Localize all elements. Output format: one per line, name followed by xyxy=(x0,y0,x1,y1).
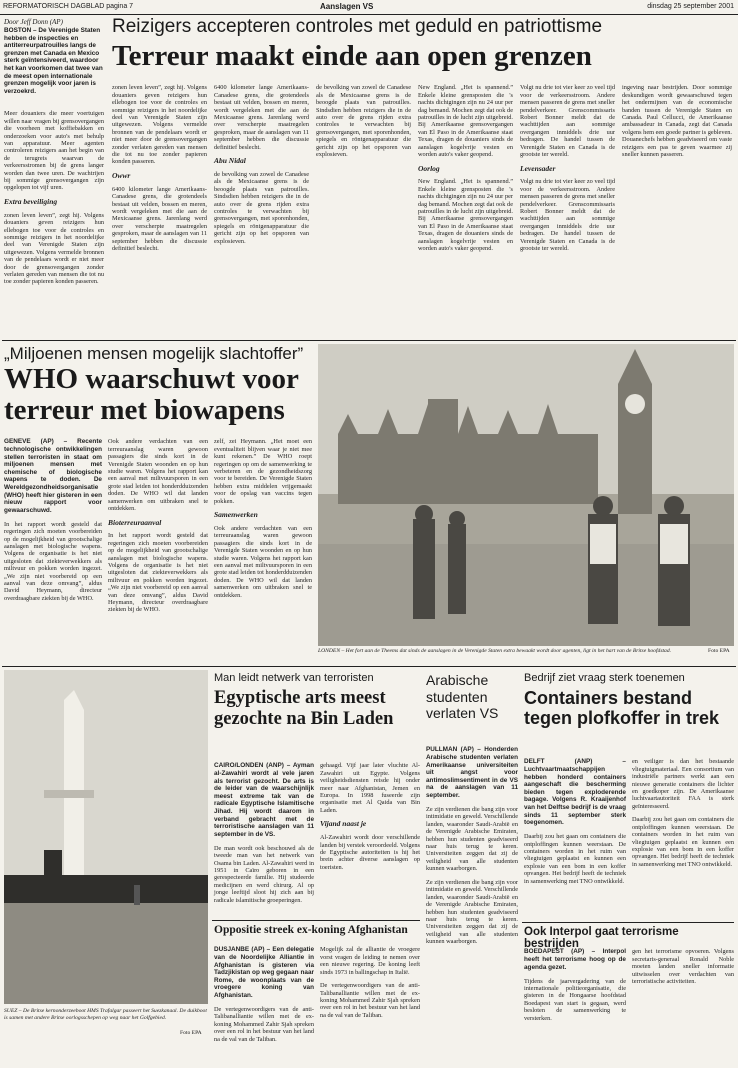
column-text: 6400 kilometer lange Amerikaans-Canadese grens, die grotendeels bestaat uit velden, bossen en meren, wordt vergeleken met die aan de Mexicaanse grens. Jarenlang werd over verscherpte maatregelen gesproken, maar de aanslagen van 11 september hebben die discussie definitief beslecht. xyxy=(214,84,309,151)
headline: Egyptische arts meest gezochte na Bin Laden xyxy=(214,688,394,729)
article-column xyxy=(316,78,411,334)
headline: WHO waarschuwt voor terreur met biowapens xyxy=(4,363,299,426)
lead-paragraph: GENEVE (AP) – Recente technologische ontwikkelingen stellen terroristen in staat om miljoenen mensen met chemische of biologische wapens te doden. De Wereldgezondheidsorganisatie (WHO) heeft hier gisteren in een nieuw rapport voor gewaarschuwd. xyxy=(4,438,102,514)
lead-paragraph: DELFT (ANP) – Luchtvaartmaatschappijen hebben honderd containers aangeschaft die bescherming bieden tegen exploderende bagage. Volgens R. Kraaijenhof van het Delftse bedrijf is de vraag sinds 11 september sterk toegenomen. xyxy=(524,758,626,827)
kicker: Bedrijf ziet vraag sterk toenemen xyxy=(524,672,685,684)
article-column xyxy=(108,432,208,662)
article-column xyxy=(4,432,102,662)
article-column xyxy=(524,752,626,920)
photo-caption: LONDEN – Het fort aan de Theems dat sinds de aanslagen in de Verenigde Staten extra bewaakt wordt door agenten, ligt in het hart van de Britse hoofdstad. xyxy=(318,648,672,654)
kicker: „Miljoenen mensen mogelijk slachtoffer” xyxy=(4,344,304,363)
column-text: In het rapport wordt gesteld dat regeringen zich moeten voorbereiden op de mogelijkheid van grootschalige aanslagen met biologische wapens. Volgens de organisatie is het niet uitgesloten dat ziekteverwekkers als miltvuur en pokken worden ingezet. „We zijn niet voorbereid op een aanval van deze omvang”, aldus David Heymann, directeur overdraagbare ziekten bij de WHO. xyxy=(4,520,102,602)
date-label: dinsdag 25 september 2001 xyxy=(647,3,734,10)
article-column xyxy=(320,940,420,1038)
column-text: De vertegenwoordigers van de anti-Talibanalliantie willen met de ex-koning Mohammed Zahir Sjah spreken over een rol in het bestuur van het land na de val van de Taliban. xyxy=(320,982,420,1019)
article-column xyxy=(214,756,314,916)
column-text: ingeving naar bestrijden. Door sommige deskundigen wordt gewaarschuwd tegen het ondermijnen van de economische banden tussen de Verenigde Staten en Canada. Paul Cellucci, de Amerikaanse ambassadeur in Canada, zegt dat Canada volgens hem een goede partner is gebleven. Douanechefs hebben geadviseerd om vaste reizigers een pas te geven waarmee zij sneller kunnen passeren. xyxy=(622,84,732,158)
column-text: en veiliger is dan het bestaande vliegtuigmateriaal. Een consortium van industriële partners werkt aan een nieuwe generatie containers die lichter en goedkoper zijn. De Amerikaanse luchtvaartautoriteit FAA is sterk geïnteresseerd. xyxy=(632,758,734,810)
headline: Oppositie streek ex-koning Afghanistan xyxy=(214,924,408,936)
column-text: Volgt nu drie tot vier keer zo veel tijd voor de verkeersstroom. Andere mensen passeren de grens met sneller pendelverkeer. Grenscommissaris Robert Bonner meldt dat de wachttijden aan sommige overgangen inmiddels drie uur bedragen. De handel tussen de Verenigde Staten en Canada is de grootste ter wereld. xyxy=(520,84,615,158)
column-text: Tijdens de jaarvergadering van de internationale politieorganisatie, die gisteren in de Hongaarse hoofdstad Boedapest van start is gegaan, werd besloten de samenwerking te versterken. xyxy=(524,977,626,1022)
column-text: Ook andere verdachten van een terreuraanslag waren gewoon passagiers die sinds kort in de Verenigde Staten woonden en op hun studie waren. Volgens het rapport kan een aanval met miltvuursporen in een grote stad leiden tot honderdduizenden doden. De WHO wil dat landen samenwerken om uitbraken snel te ontdekken. xyxy=(108,438,208,512)
article-column xyxy=(622,78,732,334)
divider xyxy=(2,340,736,341)
column-text: zelf, zei Heymann. „Het moet een eventualiteit blijven waar je niet mee kunt rekenen.” De WHO roept regeringen op om de samenwerking te verbeteren en de gezondheidszorg voor te bereiden. De Verenigde Staten hebben extra middelen vrijgemaakt voor de opslag van vaccins tegen pokken. xyxy=(214,438,312,505)
headline-main: Terreur maakt einde aan open grenzen xyxy=(112,40,592,72)
photo-submarine xyxy=(4,670,208,1004)
article-column xyxy=(112,78,207,334)
column-text: Ze zijn verdienen die bang zijn voor intimidatie en geweld. Verschillende landen, waaronder Saudi-Arabië en de Verenigde Arabische Emiraten, hebben hun studenten geadviseerd naar huis terug te keren. Universiteiten zeggen dat zij de veiligheid van alle studenten kunnen waarborgen. xyxy=(426,805,518,873)
column-text: New England. „Het is spannend.” Enkele kleine grensposten die 's nachts dichtgingen zijn nu 24 uur per dag bemand. Mochen zegt dat ook de patrouilles in de lucht zijn uitgebreid. Bij Amerikaanse grensovergangen van El Paso in de Amerikaanse staat Texas, dragen de douaniers sinds de aanslagen kogelvrije vesten en worden auto's vaker geopend. xyxy=(418,178,513,253)
article-column xyxy=(520,78,615,334)
subheading: Owwr xyxy=(112,171,131,181)
subheading: Samenwerken xyxy=(214,510,258,520)
column-text: Mogelijk zal de alliantie de vroegere vorst vragen de leiding te nemen over een nieuwe regering. De koning leeft sinds 1973 in ballingschap in Italië. xyxy=(320,946,420,976)
byline: Door Jeff Donn (AP) xyxy=(4,18,63,26)
article-column xyxy=(418,78,513,334)
headline: Ook Interpol gaat terrorisme bestrijden xyxy=(524,926,679,950)
submarine-image xyxy=(4,670,208,1004)
article-column xyxy=(524,942,626,1038)
article-column xyxy=(214,432,312,662)
column-text: Meer douaniers die meer voertuigen willen naar vragen bij grensovergangen die voorheen met koffiebakken en onderzoeken voor auto's met behulp van apparatuur. Meer agenten controleren reizigers aan het begin van de terugreis waarvan de verkeersstromen bij de grens langer worden dan twee uren. De wachtrijen bij sommige grensovergangen zijn opgelopen tot vijf uren. xyxy=(4,110,104,192)
column-text: zonen leven leven”, zegt hij. Volgens douaniers geven reizigers hun ellebogen toe voor de controles en sommige reizigers in het noordelijke deel van Verenigde Staten zijn uitgewezen. Volgens vermelde bronnen van de pendelaars wordt er niet meer door de grensovergangen zonder verlaten gereden van mensen die tot nu toe zonder papieren konden passeren. xyxy=(4,211,104,286)
photo-london xyxy=(318,344,734,646)
column-text: de bevolking van zowel de Canadese als de Mexicaanse grens is de beoogde plaats van patrouilles. Sindsdien hebben reizigers die in de auto over de grens rijden extra controles te verwachten bij grensovergangen, met sporenhonden, spiegels en röntgenapparatuur die gericht zijn op het opsporen van explosieven. xyxy=(214,170,309,245)
column-text: Volgt nu drie tot vier keer zo veel tijd voor de verkeersstroom. Andere mensen passeren de grens met sneller pendelverkeer. Grenscommissaris Robert Bonner meldt dat de wachttijden aan sommige overgangen inmiddels drie uur bedragen. De handel tussen de Verenigde Staten en Canada is de grootste ter wereld. xyxy=(520,178,615,253)
lead-paragraph: PULLMAN (AP) – Honderden Arabische studenten verlaten Amerikaanse universiteiten uit angst voor antimoslimsentiment in de VS na de aanslagen van 11 september. xyxy=(426,746,518,799)
article-column xyxy=(4,104,104,334)
column-text: 6400 kilometer lange Amerikaans-Canadese grens, die grotendeels bestaat uit velden, bossen en meren, wordt vergeleken met die aan de Mexicaanse grens. Jarenlang werd over verscherpte maatregelen gesproken, maar de aanslagen van 11 september hebben die discussie definitief beslecht. xyxy=(112,185,207,253)
subheading: Abu Nidal xyxy=(214,156,246,166)
divider xyxy=(212,920,420,921)
headline: Containers bestand tegen plofkoffer in trek xyxy=(524,688,720,728)
subheading: Extra beveiliging xyxy=(4,197,58,207)
divider xyxy=(522,922,734,923)
column-text: Al-Zawahiri wordt door verschillende landen bij verstek veroordeeld. Volgens de Egyptische autoriteiten is hij het brein achter diverse aanslagen op toeristen. xyxy=(320,834,420,871)
paper-page-label: REFORMATORISCH DAGBLAD pagina 7 xyxy=(3,3,134,10)
column-text: Ook andere verdachten van een terreuraanslag waren gewoon passagiers die sinds kort in de Verenigde Staten woonden en op hun studie waren. Volgens het rapport kan een aanval met miltvuursporen in een grote stad leiden tot honderdduizenden doden. De WHO wil dat landen samenwerken om uitbraken snel te ontdekken. xyxy=(214,524,312,599)
lead-paragraph: BOEDAPEST (AP) – Interpol heeft het terrorisme hoog op de agenda gezet. xyxy=(524,948,626,971)
column-text: Ze zijn verdienen die bang zijn voor intimidatie en geweld. Verschillende landen, waaronder Saudi-Arabië en de Verenigde Arabische Emiraten, hebben hun studenten geadviseerd naar huis terug te keren. Universiteiten zeggen dat zij de veiligheid van alle studenten kunnen waarborgen. xyxy=(426,878,518,946)
kicker: Man leidt netwerk van terroristen xyxy=(214,672,374,684)
column-text: In het rapport wordt gesteld dat regeringen zich moeten voorbereiden op de mogelijkheid van grootschalige aanslagen met biologische wapens. Volgens de organisatie is het niet uitgesloten dat ziekteverwekkers als miltvuur en pokken worden ingezet. „We zijn niet voorbereid op een aanval van deze omvang”, aldus David Heymann, directeur overdraagbare ziekten bij de WHO. xyxy=(108,532,208,614)
column-text: New England. „Het is spannend.” Enkele kleine grensposten die 's nachts dichtgingen zijn nu 24 uur per dag bemand. Mochen zegt dat ook de patrouilles in de lucht zijn uitgebreid. Bij Amerikaanse grensovergangen van El Paso in de Amerikaanse staat Texas, dragen de douaniers sinds de aanslagen kogelvrije vesten en worden auto's vaker geopend. xyxy=(418,84,513,158)
article-column xyxy=(320,756,420,916)
subheading: Levensader xyxy=(520,163,556,173)
column-text: Daarbij zou het gaan om containers die ontploffingen kunnen weerstaan. De containers worden in het ruim van vliegtuigen geplaatst en kunnen een explosie van een bom in een koffer opvangen. Het bedrijf heeft de techniek in samenwerking met TNO ontwikkeld. xyxy=(524,833,626,885)
divider xyxy=(2,666,736,667)
subheading: Oorlog xyxy=(418,163,440,173)
article-column xyxy=(632,942,734,1038)
article-column xyxy=(426,740,518,1016)
subheading: Vijand naast je xyxy=(320,819,367,829)
article-column xyxy=(214,78,309,334)
column-text: gehaagd. Vijf jaar later vluchtte Al-Zawahiri uit Egypte. Volgens veiligheidsdiensten reisde hij onder meer naar Afghanistan, Jemen en Europa. In 1998 fuseerde zijn organisatie met Al Qaida van Bin Laden. xyxy=(320,762,420,814)
column-text: De man wordt ook beschouwd als de tweede man van het netwerk van Osama bin Laden. Al-Zawahiri werd in 1951 in Caïro geboren in een gerespecteerde familie. Hij studeerde medicijnen en werd chirurg. Al op jonge leeftijd sloot hij zich aan bij radicale islamitische groeperingen. xyxy=(214,844,314,904)
lead-paragraph: BOSTON – De Verenigde Staten hebben de inspecties en antiterreurpatrouilles langs de grenzen met Canada en Mexico sterk geïntensiveerd, waardoor het kan voorkomen dat twee van de meest open internationale grenzen mogelijk voor jaren is verzoekrd. xyxy=(4,27,103,95)
photo-credit: Foto EPA xyxy=(708,648,730,654)
photo-credit: Foto EPA xyxy=(180,1030,202,1036)
column-text: de bevolking van zowel de Canadese als de Mexicaanse grens is de beoogde plaats van patrouilles. Sindsdien hebben reizigers die in de auto over de grens rijden extra controles te verwachten bij grensovergangen, met sporenhonden, spiegels en röntgenapparatuur die gericht zijn op het opsporen van explosieven. xyxy=(316,84,411,158)
page-header xyxy=(0,0,738,15)
london-parliament-image xyxy=(318,344,734,646)
article-column xyxy=(214,940,314,1043)
column-text: zonen leven leven”, zegt hij. Volgens douaniers geven reizigers hun ellebogen toe voor de controles en sommige reizigers in het noordelijke deel van Verenigde Staten zijn uitgewezen. Volgens vermelde bronnen van de pendelaars wordt er niet meer door de grensovergangen zonder verlaten gereden van mensen die tot nu toe zonder papieren konden passeren. xyxy=(112,84,207,166)
photo-caption: SUEZ – De Britse kernonderzeeboot HMS Trafalgar passeert het Suezkanaal. De duikboot is samen met andere Britse oorlogsschepen op weg naar het Golfgebied. xyxy=(4,1008,207,1021)
article-column xyxy=(632,752,734,920)
lead-paragraph: CAIRO/LONDEN (ANP) – Ayman al-Zawahiri wordt al vele jaren als terrorist gezocht. De arts is de leider van de waarschijnlijk meest extreme tak van de radicale Egyptische Islamitische Jihad. Hij wordt daarom in verband gebracht met de terroristische aanslagen van 11 september in de VS. xyxy=(214,762,314,838)
section-title: Aanslagen VS xyxy=(320,2,374,11)
subheading: Bioterreuraanval xyxy=(108,517,162,527)
headline-top: Reizigers accepteren controles met geduld en patriottisme xyxy=(112,16,603,37)
column-text: De vertegenwoordigers van de anti-Talibanalliantie willen met de ex-koning Mohammed Zahir Sjah spreken over een rol in het bestuur van het land na de val van de Taliban. xyxy=(214,1005,314,1043)
lead-paragraph: DUSJANBE (AP) – Een delegatie van de Noordelijke Alliantie in Afghanistan is gisteren via Tadzjikistan op weg gegaan naar Rome, de woonplaats van de vroegere koning van Afghanistan. xyxy=(214,946,314,999)
headline: Arabische studenten verlaten VS xyxy=(426,672,499,721)
column-text: gen het terrorisme opvoeren. Volgens secretaris-generaal Ronald Noble moeten landen sneller informatie uitwisselen over verdachten van terroristische activiteiten. xyxy=(632,948,734,985)
column-text: Daarbij zou het gaan om containers die ontploffingen kunnen weerstaan. De containers worden in het ruim van vliegtuigen geplaatst en kunnen een explosie van een bom in een koffer opvangen. Het bedrijf heeft de techniek in samenwerking met TNO ontwikkeld. xyxy=(632,816,734,868)
